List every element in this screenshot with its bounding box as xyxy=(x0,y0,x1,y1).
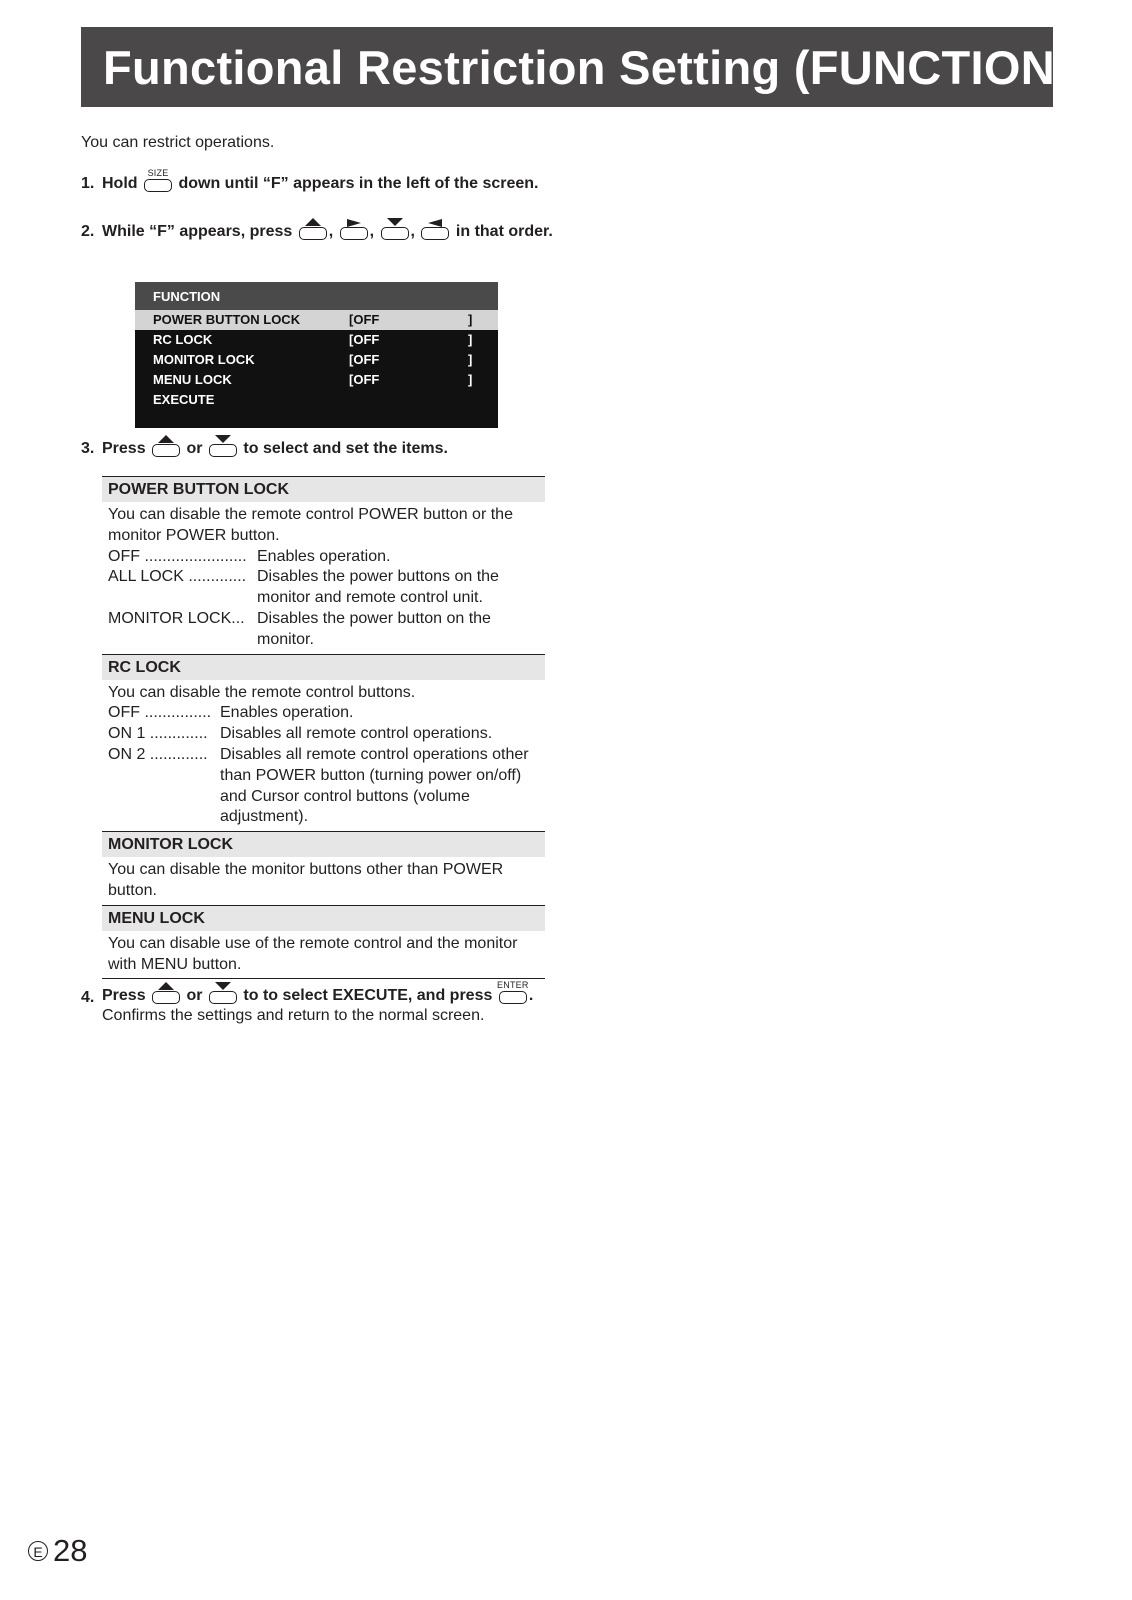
step-text: or xyxy=(186,440,203,457)
option-key: ALL LOCK ............. xyxy=(108,568,247,586)
down-key-icon xyxy=(209,444,237,457)
separator: , xyxy=(328,223,334,240)
language-badge: E xyxy=(28,1541,48,1561)
menu-row-bracket: ] xyxy=(468,332,473,347)
step-number: 2. xyxy=(81,223,95,240)
step-text: Hold xyxy=(102,175,138,192)
option-desc: Disables all remote control operations other than POWER button (turning power on/off) and Cursor control buttons (volume adjustment). xyxy=(220,745,529,826)
function-menu-screen xyxy=(135,282,498,428)
enter-key-icon xyxy=(497,980,529,1004)
size-key-label: SIZE xyxy=(147,168,169,178)
menu-row-rc-lock[interactable] xyxy=(135,330,498,350)
page-number xyxy=(28,1533,87,1569)
menu-row-name: POWER BUTTON LOCK xyxy=(153,312,301,327)
separator: , xyxy=(410,223,415,240)
menu-row-name: MONITOR LOCK xyxy=(153,352,255,367)
option-desc: Enables operation. xyxy=(257,547,391,565)
option-row xyxy=(108,724,545,745)
option-key: ON 1 ............. xyxy=(108,725,208,743)
page-number-value: 28 xyxy=(53,1533,88,1568)
menu-row-name: RC LOCK xyxy=(153,332,213,347)
up-key-icon xyxy=(152,991,180,1004)
option-desc: Enables operation. xyxy=(220,704,354,722)
down-key-icon xyxy=(381,227,409,240)
menu-row-monitor-lock[interactable] xyxy=(135,350,498,370)
option-key: OFF ....................... xyxy=(108,547,247,565)
menu-row-bracket: ] xyxy=(468,312,473,327)
separator: , xyxy=(369,223,375,240)
page-title-bar xyxy=(81,27,1071,107)
section-power-button-lock xyxy=(102,476,545,654)
section-description: You can disable the remote control buttons. xyxy=(108,683,416,701)
step-text: in that order. xyxy=(455,223,553,240)
menu-row-bracket: ] xyxy=(468,372,473,387)
section-divider xyxy=(102,978,545,979)
step-text: While “F” appears, press xyxy=(102,223,293,240)
step-number: 3. xyxy=(81,440,95,457)
menu-row-value: [OFF xyxy=(349,332,380,347)
right-key-icon xyxy=(340,227,368,240)
option-desc: Disables the power button on the monitor. xyxy=(257,609,491,648)
step-text: or xyxy=(186,987,203,1004)
step-3 xyxy=(81,437,561,461)
option-key: OFF ............... xyxy=(108,704,212,722)
step-text: to select and set the items. xyxy=(243,440,448,457)
step-number: 1. xyxy=(81,175,95,192)
option-desc: Disables the power buttons on the monitor and remote control unit. xyxy=(257,568,499,607)
menu-row-value: [OFF xyxy=(349,312,380,327)
section-rc-lock xyxy=(102,654,545,832)
step-text: Press xyxy=(102,987,146,1004)
step-4 xyxy=(81,980,581,1026)
step-number: 4. xyxy=(81,989,95,1006)
step-text: . xyxy=(528,987,534,1004)
section-description: You can disable the remote control POWER button or the monitor POWER button. xyxy=(108,506,513,544)
menu-row-name: EXECUTE xyxy=(153,392,215,407)
function-menu-header: FUNCTION xyxy=(135,282,498,310)
step-text: down until “F” appears in the left of the screen. xyxy=(178,175,539,192)
left-key-icon xyxy=(421,227,449,240)
step-note: Confirms the settings and return to the normal screen. xyxy=(102,1007,485,1024)
menu-row-value: [OFF xyxy=(349,372,380,387)
section-title: POWER BUTTON LOCK xyxy=(102,477,545,502)
item-descriptions xyxy=(102,476,545,979)
section-menu-lock xyxy=(102,905,545,979)
option-row xyxy=(108,745,545,828)
up-key-icon xyxy=(299,227,327,240)
menu-row-execute[interactable] xyxy=(135,390,498,410)
section-title: RC LOCK xyxy=(102,655,545,680)
down-key-icon xyxy=(209,991,237,1004)
option-row xyxy=(108,567,545,609)
section-description: You can disable use of the remote control and the monitor with MENU button. xyxy=(108,934,518,973)
size-key-icon xyxy=(144,168,172,192)
option-key: ON 2 ............. xyxy=(108,745,208,763)
option-row xyxy=(108,703,545,724)
menu-row-power-button-lock[interactable] xyxy=(135,310,498,330)
enter-key-label: ENTER xyxy=(497,980,529,990)
step-1 xyxy=(81,168,561,196)
step-text: to to select EXECUTE, and press xyxy=(243,987,493,1004)
section-description: You can disable the monitor buttons other than POWER button. xyxy=(108,861,504,899)
step-text: Press xyxy=(102,440,146,457)
menu-row-menu-lock[interactable] xyxy=(135,370,498,390)
option-key: MONITOR LOCK... xyxy=(108,609,245,627)
section-monitor-lock xyxy=(102,831,545,905)
option-desc: Disables all remote control operations. xyxy=(220,725,493,743)
menu-row-name: MENU LOCK xyxy=(153,372,232,387)
section-title: MENU LOCK xyxy=(102,906,545,931)
section-title: MONITOR LOCK xyxy=(102,832,545,857)
step-2 xyxy=(81,220,561,244)
option-row xyxy=(108,547,545,568)
page-title: Functional Restriction Setting (FUNCTION) xyxy=(103,40,1071,94)
up-key-icon xyxy=(152,444,180,457)
menu-row-value: [OFF xyxy=(349,352,380,367)
intro-text: You can restrict operations. xyxy=(81,134,275,151)
menu-row-bracket: ] xyxy=(468,352,473,367)
option-row xyxy=(108,609,545,651)
